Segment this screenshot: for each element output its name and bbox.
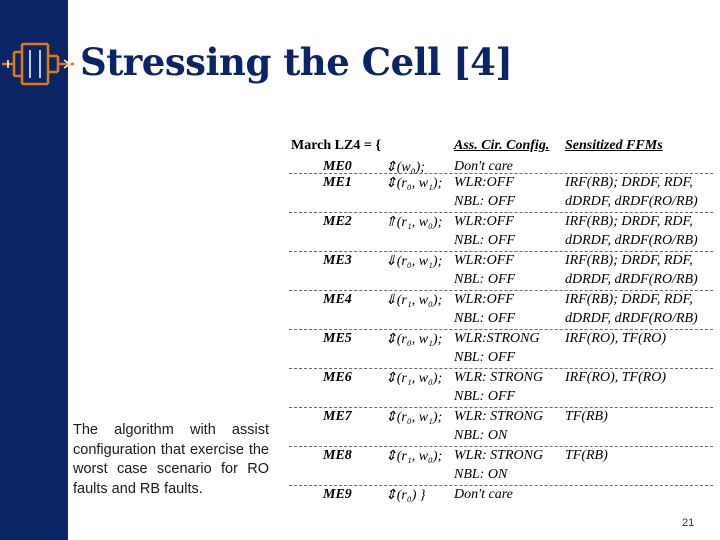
- table-header-config: Ass. Cir. Config.: [454, 138, 550, 153]
- page-number: 21: [682, 517, 695, 529]
- march-element-label: ME5: [323, 331, 352, 346]
- table-row: [289, 158, 713, 174]
- assist-config-line: WLR:OFF: [454, 214, 514, 229]
- assist-config-cell: [454, 251, 515, 289]
- march-operation: ⇓(r₁, w₀);: [385, 293, 443, 308]
- march-element-label: ME6: [323, 370, 352, 385]
- sensitized-ffm-line: dDRDF, dRDF(RO/RB): [565, 311, 698, 326]
- table-header: [289, 138, 713, 158]
- table-row: [289, 486, 713, 505]
- sensitized-ffm-cell: [565, 173, 698, 211]
- march-operation: ⇓(r₀, w₁);: [385, 254, 443, 269]
- assist-config-line: NBL: OFF: [454, 389, 516, 404]
- sensitized-ffm-line: IRF(RB); DRDF, RDF,: [565, 253, 693, 268]
- assist-config-line: Don't care: [454, 159, 513, 174]
- march-operation: ⇕(r₀, w₁);: [385, 176, 443, 191]
- march-element-label: ME9: [323, 487, 352, 502]
- march-element-label: ME3: [323, 253, 352, 268]
- sensitized-ffm-cell: [565, 446, 608, 465]
- march-element-label: ME4: [323, 292, 352, 307]
- table-row: [289, 369, 713, 408]
- table-row: [289, 408, 713, 447]
- assist-config-cell: [454, 329, 540, 367]
- assist-config-line: NBL: ON: [454, 467, 508, 482]
- assist-config-line: NBL: OFF: [454, 311, 516, 326]
- assist-config-cell: [454, 485, 513, 504]
- march-operation: ⇕(w₀);: [385, 160, 425, 175]
- march-operation: ⇕(r₀, w₁);: [385, 332, 443, 347]
- assist-config-cell: [454, 212, 515, 250]
- assist-config-line: WLR: STRONG: [454, 448, 544, 463]
- sensitized-ffm-line: IRF(RB); DRDF, RDF,: [565, 214, 693, 229]
- sensitized-ffm-cell: [565, 212, 698, 250]
- assist-config-line: NBL: OFF: [454, 233, 516, 248]
- table-row: [289, 252, 713, 291]
- table-row: [289, 291, 713, 330]
- sensitized-ffm-line: IRF(RB); DRDF, RDF,: [565, 292, 693, 307]
- assist-config-line: NBL: OFF: [454, 272, 516, 287]
- sensitized-ffm-cell: [565, 290, 698, 328]
- assist-config-line: Don't care: [454, 487, 513, 502]
- assist-config-line: NBL: OFF: [454, 350, 516, 365]
- assist-config-line: WLR:OFF: [454, 175, 514, 190]
- sensitized-ffm-line: dDRDF, dRDF(RO/RB): [565, 272, 698, 287]
- assist-config-line: WLR:OFF: [454, 292, 514, 307]
- march-operation: ⇕(r₁, w₀);: [385, 371, 443, 386]
- sensitized-ffm-cell: [565, 251, 698, 289]
- assist-config-cell: [454, 368, 543, 406]
- sensitized-ffm-line: IRF(RO), TF(RO): [565, 331, 667, 346]
- march-operation: ⇑(r₁, w₀);: [385, 215, 443, 230]
- assist-config-line: WLR: STRONG: [454, 409, 544, 424]
- assist-config-cell: [454, 173, 515, 211]
- march-operation: ⇕(r₁, w₀);: [385, 449, 443, 464]
- sensitized-ffm-cell: [565, 407, 608, 426]
- slide-title: Stressing the Cell [4]: [80, 40, 513, 84]
- sensitized-ffm-line: dDRDF, dRDF(RO/RB): [565, 194, 698, 209]
- sensitized-ffm-cell: [565, 329, 666, 348]
- slide-caption: The algorithm with assist configuration that exercise the worst case scenario for RO faults and RB faults.: [73, 422, 269, 497]
- table-row: [289, 213, 713, 252]
- sensitized-ffm-line: TF(RB): [565, 448, 608, 463]
- assist-config-cell: [454, 446, 543, 484]
- assist-config-cell: [454, 407, 543, 445]
- table-header-algorithm: March LZ4 = {: [291, 138, 381, 153]
- sensitized-ffm-line: dDRDF, dRDF(RO/RB): [565, 233, 698, 248]
- march-element-label: ME2: [323, 214, 352, 229]
- sensitized-ffm-line: IRF(RO), TF(RO): [565, 370, 667, 385]
- circuit-logo-icon: [0, 26, 76, 102]
- table-row: [289, 174, 713, 213]
- march-element-label: ME1: [323, 175, 352, 190]
- assist-config-line: WLR: STRONG: [454, 370, 544, 385]
- march-element-label: ME0: [323, 159, 352, 174]
- table-row: [289, 330, 713, 369]
- table-row: [289, 447, 713, 486]
- assist-config-line: NBL: ON: [454, 428, 508, 443]
- assist-config-line: WLR:STRONG: [454, 331, 540, 346]
- assist-config-line: WLR:OFF: [454, 253, 514, 268]
- march-element-label: ME8: [323, 448, 352, 463]
- assist-config-cell: [454, 290, 515, 328]
- sensitized-ffm-cell: [565, 368, 666, 387]
- march-operation: ⇕(r₀, w₁);: [385, 410, 443, 425]
- march-operation: ⇕(r₀) }: [385, 488, 426, 503]
- table-header-ffms: Sensitized FFMs: [565, 138, 663, 153]
- march-element-label: ME7: [323, 409, 352, 424]
- march-test-table: [289, 138, 713, 505]
- sensitized-ffm-line: IRF(RB); DRDF, RDF,: [565, 175, 693, 190]
- assist-config-line: NBL: OFF: [454, 194, 516, 209]
- sensitized-ffm-line: TF(RB): [565, 409, 608, 424]
